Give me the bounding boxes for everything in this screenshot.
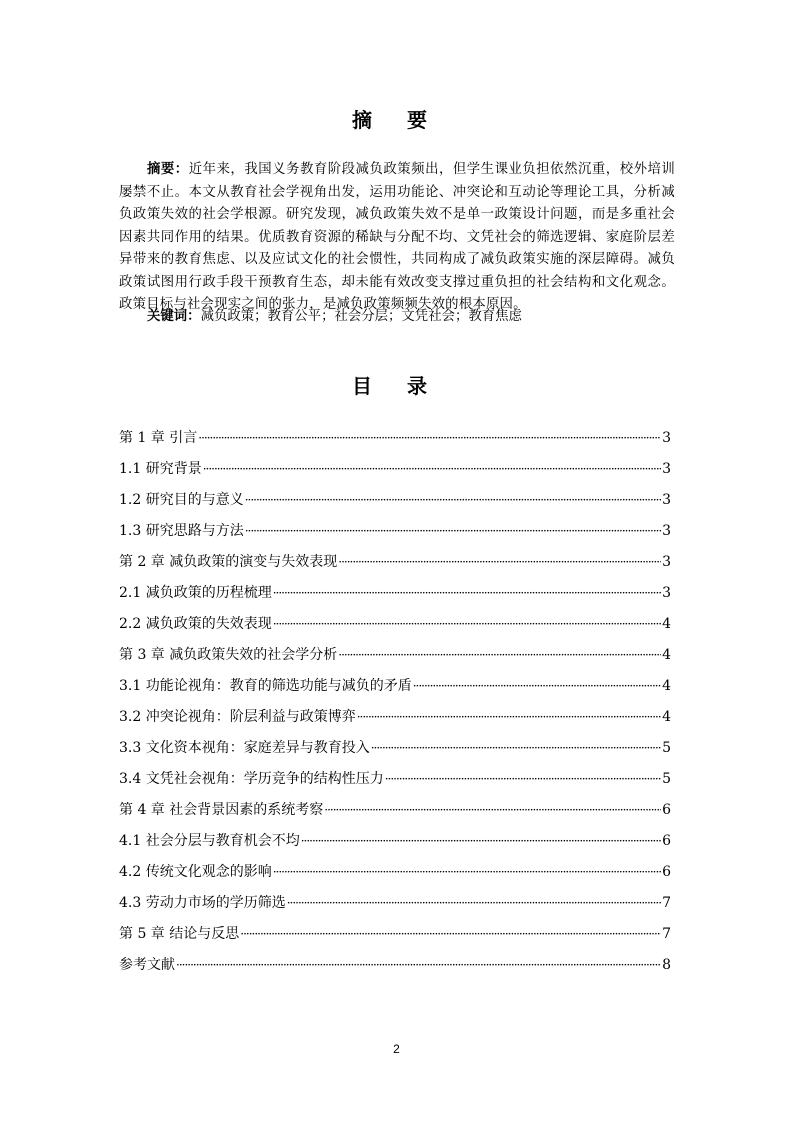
toc-entry-label: 4.1 社会分层与教育机会不均 bbox=[119, 833, 300, 849]
toc-entry-page: 6 bbox=[662, 802, 671, 818]
toc-entry-label: 3.1 功能论视角：教育的筛选功能与减负的矛盾 bbox=[119, 678, 412, 694]
toc-entry[interactable] bbox=[119, 675, 671, 706]
toc-entry-label: 4.3 劳动力市场的学历筛选 bbox=[119, 895, 286, 911]
toc-entry-label: 参考文献 bbox=[119, 957, 175, 973]
toc-entry-label: 2.1 减负政策的历程梳理 bbox=[119, 585, 272, 601]
toc-entry[interactable] bbox=[119, 613, 671, 644]
toc-entry[interactable] bbox=[119, 830, 671, 861]
toc-leader-dots bbox=[176, 958, 661, 972]
toc-entry-label: 第 3 章 减负政策失效的社会学分析 bbox=[119, 647, 338, 663]
toc-entry[interactable] bbox=[119, 799, 671, 830]
toc-entry[interactable] bbox=[119, 892, 671, 923]
toc-entry[interactable] bbox=[119, 551, 671, 582]
toc-entry[interactable] bbox=[119, 861, 671, 892]
toc-entry-page: 6 bbox=[662, 833, 671, 849]
abstract-paragraph bbox=[119, 159, 675, 317]
toc-entry-page: 3 bbox=[662, 461, 671, 477]
toc-leader-dots bbox=[413, 679, 661, 693]
toc-leader-dots bbox=[245, 524, 661, 538]
toc-leader-dots bbox=[385, 772, 661, 786]
toc-leader-dots bbox=[273, 617, 661, 631]
toc-leader-dots bbox=[245, 493, 661, 507]
toc-entry-page: 7 bbox=[662, 895, 671, 911]
toc-leader-dots bbox=[273, 586, 661, 600]
toc-entry[interactable] bbox=[119, 954, 671, 985]
toc-leader-dots bbox=[198, 431, 661, 445]
toc-entry-page: 5 bbox=[662, 740, 671, 756]
keywords-text: 减负政策；教育公平；社会分层；文凭社会；教育焦虑 bbox=[200, 309, 522, 324]
toc-entry[interactable] bbox=[119, 923, 671, 954]
toc-entry-page: 3 bbox=[662, 585, 671, 601]
toc-entry-page: 3 bbox=[662, 523, 671, 539]
toc-leader-dots bbox=[357, 710, 661, 724]
toc-leader-dots bbox=[371, 741, 661, 755]
toc-entry[interactable] bbox=[119, 644, 671, 675]
toc-leader-dots bbox=[273, 865, 661, 879]
page-number: 2 bbox=[393, 1042, 400, 1056]
abstract-heading: 摘 要 bbox=[352, 108, 441, 132]
toc-entry[interactable] bbox=[119, 768, 671, 799]
toc-entry-label: 3.3 文化资本视角：家庭差异与教育投入 bbox=[119, 740, 370, 756]
toc-entry-label: 第 1 章 引言 bbox=[119, 430, 198, 446]
toc-entry-label: 3.4 文凭社会视角：学历竞争的结构性压力 bbox=[119, 771, 384, 787]
toc-entry[interactable] bbox=[119, 489, 671, 520]
toc-entry-page: 3 bbox=[662, 430, 671, 446]
toc-entry[interactable] bbox=[119, 582, 671, 613]
keywords-label: 关键词： bbox=[147, 309, 201, 324]
toc-leader-dots bbox=[287, 896, 661, 910]
toc-leader-dots bbox=[301, 834, 661, 848]
toc-leader-dots bbox=[203, 462, 661, 476]
toc-entry[interactable] bbox=[119, 458, 671, 489]
toc-entry-label: 1.1 研究背景 bbox=[119, 461, 202, 477]
toc-entry-label: 1.2 研究目的与意义 bbox=[119, 492, 244, 508]
toc-leader-dots bbox=[324, 803, 661, 817]
toc-entry-label: 2.2 减负政策的失效表现 bbox=[119, 616, 272, 632]
abstract-label: 摘要： bbox=[147, 162, 189, 177]
table-of-contents bbox=[119, 427, 671, 985]
toc-entry-page: 3 bbox=[662, 554, 671, 570]
toc-entry-page: 5 bbox=[662, 771, 671, 787]
toc-heading: 目 录 bbox=[352, 374, 441, 398]
toc-leader-dots bbox=[240, 927, 661, 941]
toc-entry[interactable] bbox=[119, 520, 671, 551]
keywords-line bbox=[147, 306, 677, 328]
toc-entry[interactable] bbox=[119, 706, 671, 737]
toc-entry-page: 4 bbox=[662, 678, 671, 694]
toc-entry-label: 4.2 传统文化观念的影响 bbox=[119, 864, 272, 880]
toc-leader-dots bbox=[338, 648, 661, 662]
toc-entry-page: 6 bbox=[662, 864, 671, 880]
toc-entry-label: 第 5 章 结论与反思 bbox=[119, 926, 240, 942]
toc-entry[interactable] bbox=[119, 427, 671, 458]
toc-entry[interactable] bbox=[119, 737, 671, 768]
toc-entry-label: 1.3 研究思路与方法 bbox=[119, 523, 244, 539]
toc-entry-page: 8 bbox=[662, 957, 671, 973]
toc-entry-page: 3 bbox=[662, 492, 671, 508]
toc-entry-page: 7 bbox=[662, 926, 671, 942]
toc-entry-label: 3.2 冲突论视角：阶层利益与政策博弈 bbox=[119, 709, 356, 725]
toc-entry-label: 第 4 章 社会背景因素的系统考察 bbox=[119, 802, 324, 818]
toc-entry-page: 4 bbox=[662, 616, 671, 632]
toc-leader-dots bbox=[338, 555, 661, 569]
toc-entry-label: 第 2 章 减负政策的演变与失效表现 bbox=[119, 554, 338, 570]
toc-entry-page: 4 bbox=[662, 647, 671, 663]
abstract-text: 近年来，我国义务教育阶段减负政策频出，但学生课业负担依然沉重，校外培训屡禁不止。本文从教育社会学视角出发，运用功能论、冲突论和互动论等理论工具，分析减负政策失效的社会学根源。研究发现，减负政策失效不是单一政策设计问题，而是多重社会因素共同作用的结果。优质教育资源的稀缺与分配不均、文凭社会的筛选逻辑、家庭阶层差异带来的教育焦虑、以及应试文化的社会惯性，共同构成了减负政策实施的深层障碍。减负政策试图用行政手段干预教育生态，却未能有效改变支撑过重负担的社会结构和文化观念。政策目标与社会现实之间的张力，是减负政策频频失效的根本原因。 bbox=[119, 162, 675, 312]
toc-entry-page: 4 bbox=[662, 709, 671, 725]
